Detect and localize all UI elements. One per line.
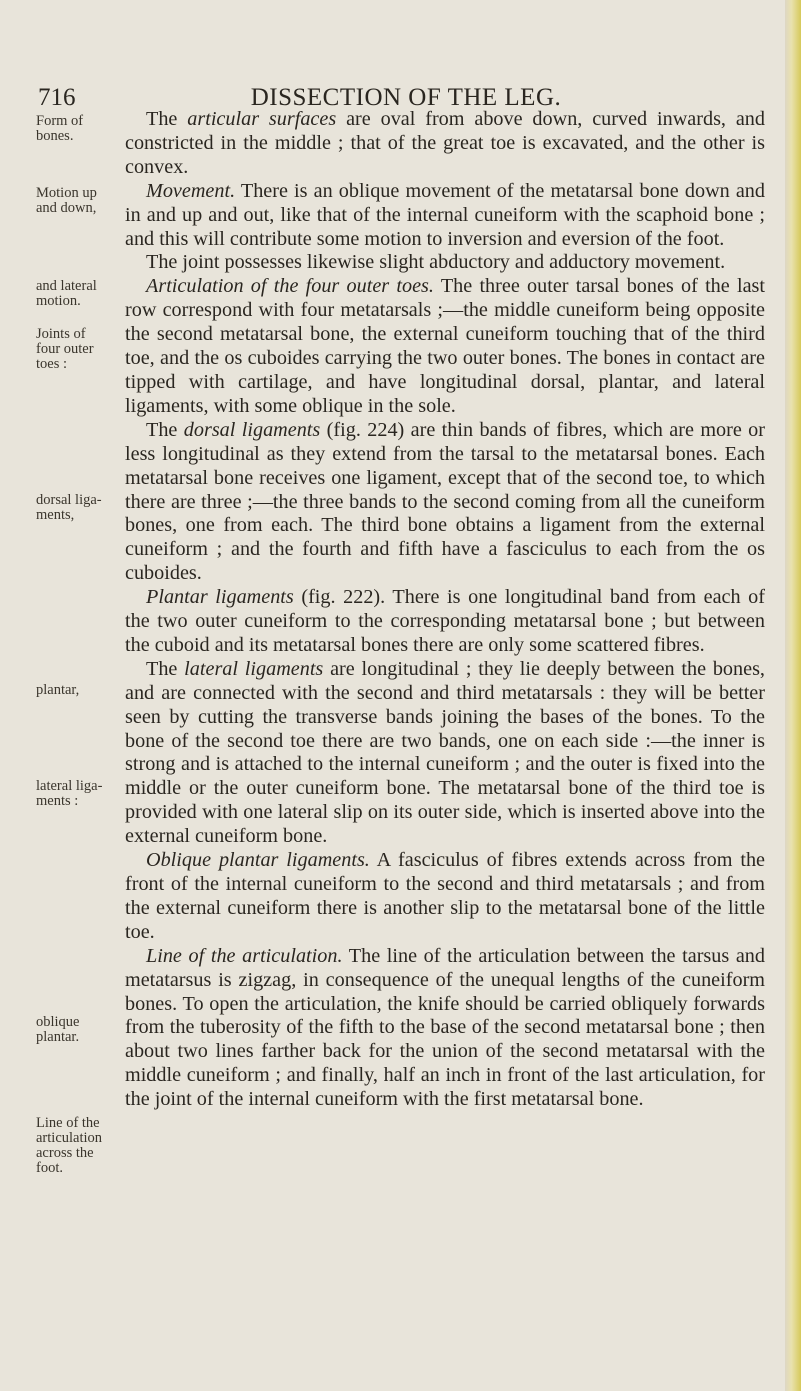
sidenote: oblique plantar. <box>36 1014 80 1045</box>
sidenote: dorsal liga-ments, <box>36 492 102 523</box>
paragraph: Plantar ligaments (fig. 222). There is one longitudinal band from each of the two outer cuneiform to the corresponding metatarsal bone ; but between the cuboid and its metatarsal bones there are only some scattered fibres. <box>125 586 765 656</box>
page-edge <box>785 0 801 1391</box>
sidenote: and lateral motion. <box>36 278 97 309</box>
paragraph: Oblique plantar ligaments. A fasciculus of fibres extends across from the front of the internal cuneiform to the second and third metatarsals ; and from the external cuneiform there is another slip to the metatarsal bone of the little toe. <box>125 849 765 943</box>
running-title: DISSECTION OF THE LEG. <box>250 84 562 111</box>
sidenote: plantar, <box>36 682 80 698</box>
paragraph: The lateral ligaments are longitudinal ; they lie deeply between the bones, and are connected with the second and third metatarsals : they will be better seen by cutting the transverse bands joining the bases of the bones. To the bone of the second toe there are two bands, one on each side :—the inner is strong and is attached to the internal cuneiform ; and the outer is fixed into the middle or the outer cuneiform bone. The metatarsal bone of the third toe is provided with one lateral slip on its outer side, which is inserted above into the external cuneiform bone. <box>125 657 765 848</box>
paragraph: Articulation of the four outer toes. The three outer tarsal bones of the last row correspond with four metatarsals ;—the middle cuneiform being opposite the second metatarsal bone, the external cuneiform touching that of the third toe, and the os cuboides carrying the two outer bones. The bones in contact are tipped with cartilage, and have longitudinal dorsal, plantar, and lateral ligaments, with some oblique in the sole. <box>125 275 766 417</box>
sidenote: Joints of four outer toes : <box>36 326 94 372</box>
sidenote: Form of bones. <box>36 113 84 144</box>
page-number: 716 <box>38 84 76 111</box>
paragraph: Movement. There is an oblique movement of the metatarsal bone down and in and up and out, like that of the internal cuneiform with the scaphoid bone ; and this will contribute some motion to inversion and eversion of the foot. <box>125 179 765 250</box>
main-text <box>125 108 765 1112</box>
paragraph: The joint possesses likewise slight abductory and adductory movement. <box>146 251 726 274</box>
sidenote: lateral liga-ments : <box>36 778 103 809</box>
paragraph: The articular surfaces are oval from above down, curved inwards, and constricted in the middle ; that of the great toe is excavated, and the other is convex. <box>125 108 765 178</box>
paragraph: Line of the articulation. The line of the articulation between the tarsus and metatarsus is zigzag, in consequence of the unequal lengths of the cuneiform bones. To open the articulation, the knife should be carried obliquely forwards from the tuberosity of the fifth to the base of the second metatarsal bone ; then about two lines farther back for the union of the second metatarsal with the middle cuneiform ; and finally, half an inch in front of the last articulation, for the joint of the internal cuneiform with the first metatarsal bone. <box>125 944 765 1111</box>
sidenote: Motion up and down, <box>36 185 97 216</box>
sidenote: Line of the articulation across the foot. <box>36 1115 103 1176</box>
paragraph: The dorsal ligaments (fig. 224) are thin bands of fibres, which are more or less longitudinal as they extend from the tarsal to the metatarsal bones. Each metatarsal bone receives one ligament, except that of the second toe, to which there are three ;—the three bands to the second coming from all the cuneiform bones, one from each. The third bone obtains a ligament from the external cuneiform ; and the fourth and fifth have a fasciculus to each from the os cuboides. <box>125 418 765 585</box>
